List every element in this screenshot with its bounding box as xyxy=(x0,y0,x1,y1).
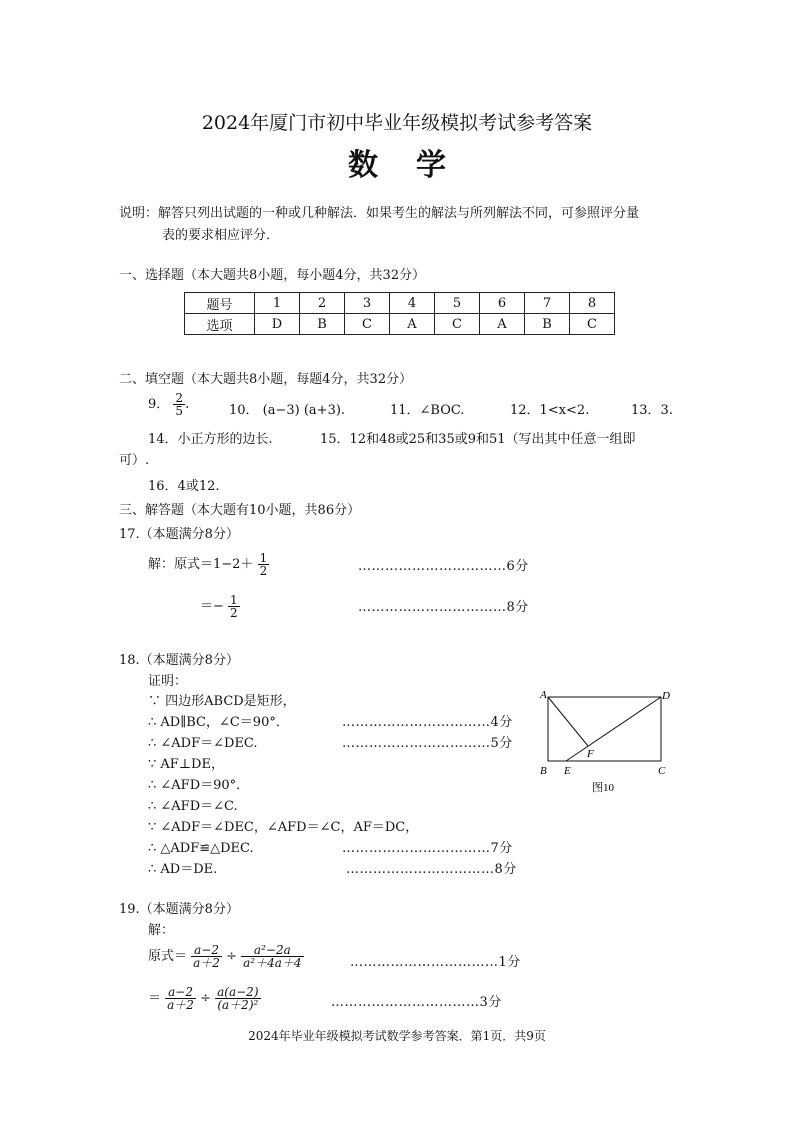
answer-q15-cont: 可）. xyxy=(119,453,150,468)
answer-table-answer-row xyxy=(185,314,615,335)
frac-den: (a＋2)² xyxy=(217,998,259,1012)
answer-q14: 14．小正方形的边长. xyxy=(148,432,273,447)
q19-line2-prefix: ＝ xyxy=(148,991,162,1006)
segment-af xyxy=(548,697,588,746)
page-footer: 2024年毕业年级模拟考试数学参考答案．第1页．共9页 xyxy=(248,1029,546,1043)
answer-table-number-row xyxy=(185,293,615,314)
section3-heading: 三、解答题（本大题有10小题，共86分） xyxy=(119,503,361,518)
q17-line-2 xyxy=(200,594,240,619)
label-f: F xyxy=(587,748,594,760)
divide-sign: ÷ xyxy=(200,991,211,1006)
frac-den: a＋2 xyxy=(167,998,194,1012)
q17-score-6: ……………………………6分 xyxy=(358,559,529,574)
figure-10-rectangle-diagram xyxy=(530,685,680,800)
answer-q13: 13．3. xyxy=(631,403,673,418)
figure-caption: 图10 xyxy=(592,782,614,794)
q19-line2-frac-2 xyxy=(215,986,260,1011)
frac-num: a−2 xyxy=(191,944,222,957)
question-number-cell: 4 xyxy=(390,293,435,314)
divide-sign: ÷ xyxy=(226,949,237,964)
q17-line2-fraction xyxy=(228,594,240,619)
frac-num: 1 xyxy=(259,551,268,565)
q19-line1-frac-2 xyxy=(241,944,303,969)
q17-line2-prefix: ＝− xyxy=(200,599,224,614)
q19-line1-frac-1 xyxy=(191,944,222,969)
answer-cell: B xyxy=(300,314,345,335)
label-d: D xyxy=(662,690,670,702)
q18-score-5: ……………………………5分 xyxy=(342,736,513,751)
frac-den: a²＋4a＋4 xyxy=(243,956,302,970)
row-header-number: 题号 xyxy=(185,293,255,314)
q9-number: 9． xyxy=(148,397,170,412)
q18-score-4: ……………………………4分 xyxy=(342,715,513,730)
q9-fraction xyxy=(173,392,185,417)
question-number-cell: 2 xyxy=(300,293,345,314)
q18-step: ∴ △ADF≌△DEC. xyxy=(148,841,254,856)
q18-step: ∵ 四边形ABCD是矩形， xyxy=(148,694,296,709)
q9-frac-den: 5 xyxy=(175,404,184,418)
q18-step: ∵ AF⊥DE， xyxy=(148,757,224,772)
answer-cell: B xyxy=(525,314,570,335)
q18-proof-label: 证明： xyxy=(148,674,188,689)
segment-de xyxy=(566,697,661,761)
label-a: A xyxy=(540,689,547,701)
q17-line-1 xyxy=(148,552,269,577)
q18-step: ∴ AD∥BC，∠C＝90°． xyxy=(148,715,289,730)
answer-cell: D xyxy=(255,314,300,335)
answer-q9 xyxy=(148,392,189,417)
q18-step: ∴ AD＝DE. xyxy=(148,862,218,877)
q19-solve-label: 解： xyxy=(148,923,175,938)
answer-cell: C xyxy=(570,314,615,335)
q18-step: ∵ ∠ADF＝∠DEC，∠AFD＝∠C，AF＝DC， xyxy=(148,820,419,835)
page-title: 2024年厦门市初中毕业年级模拟考试参考答案 xyxy=(201,112,593,134)
answer-cell: C xyxy=(435,314,480,335)
answer-table xyxy=(184,292,615,335)
answer-q16: 16．4或12. xyxy=(148,479,220,494)
answer-q12: 12．1<x<2. xyxy=(510,403,590,418)
subject-title: 数学 xyxy=(348,148,484,183)
frac-den: a＋2 xyxy=(193,956,220,970)
rectangle-abcd xyxy=(548,697,661,761)
q19-line2-frac-1 xyxy=(165,986,196,1011)
row-header-answer: 选项 xyxy=(185,314,255,335)
q17-heading: 17.（本题满分8分） xyxy=(119,527,239,542)
q18-step: ∴ ∠ADF＝∠DEC. xyxy=(148,736,258,751)
frac-num: a−2 xyxy=(165,986,196,999)
q17-line1-prefix: 解：原式＝1−2＋ xyxy=(148,557,254,572)
answer-cell: C xyxy=(345,314,390,335)
answer-q10: 10． (a−3) (a+3). xyxy=(229,403,346,418)
question-number-cell: 6 xyxy=(480,293,525,314)
label-c: C xyxy=(658,765,666,777)
q19-score-1: ……………………………1分 xyxy=(350,955,521,970)
q19-line-2 xyxy=(148,986,261,1011)
q18-step: ∴ ∠AFD＝∠C. xyxy=(148,799,238,814)
question-number-cell: 5 xyxy=(435,293,480,314)
q17-line1-fraction xyxy=(258,552,270,577)
q9-frac-num: 2 xyxy=(175,391,184,405)
q19-line1-prefix: 原式＝ xyxy=(148,949,188,964)
q18-heading: 18.（本题满分8分） xyxy=(119,653,239,668)
answer-cell: A xyxy=(390,314,435,335)
label-b: B xyxy=(540,765,547,777)
section1-heading: 一、选择题（本大题共8小题，每小题4分，共32分） xyxy=(119,268,426,283)
q19-heading: 19.（本题满分8分） xyxy=(119,902,239,917)
question-number-cell: 3 xyxy=(345,293,390,314)
frac-num: a²−2a xyxy=(241,944,303,957)
note-line-1: 说明：解答只列出试题的一种或几种解法．如果考生的解法与所列解法不同，可参照评分量 xyxy=(119,206,640,221)
answer-cell: A xyxy=(480,314,525,335)
answer-q11: 11．∠BOC. xyxy=(390,403,465,418)
frac-num: a(a−2) xyxy=(217,985,259,999)
q19-score-3: ……………………………3分 xyxy=(331,995,502,1010)
q18-score-7: ……………………………7分 xyxy=(342,841,513,856)
question-number-cell: 1 xyxy=(255,293,300,314)
note-line-2: 表的要求相应评分． xyxy=(162,228,280,243)
q18-score-8: ……………………………8分 xyxy=(346,862,517,877)
label-e: E xyxy=(564,765,571,777)
section2-heading: 二、填空题（本大题共8小题，每题4分，共32分） xyxy=(119,372,413,387)
q19-line-1 xyxy=(148,944,304,969)
frac-den: 2 xyxy=(230,606,238,620)
frac-num: 1 xyxy=(230,593,238,607)
q18-step: ∴ ∠AFD＝90°． xyxy=(148,778,250,793)
q9-end: . xyxy=(185,397,190,412)
q17-score-8: ……………………………8分 xyxy=(358,600,529,615)
question-number-cell: 8 xyxy=(570,293,615,314)
answer-q15: 15．12和48或25和35或9和51（写出其中任意一组即 xyxy=(320,432,636,447)
frac-den: 2 xyxy=(259,564,268,578)
question-number-cell: 7 xyxy=(525,293,570,314)
